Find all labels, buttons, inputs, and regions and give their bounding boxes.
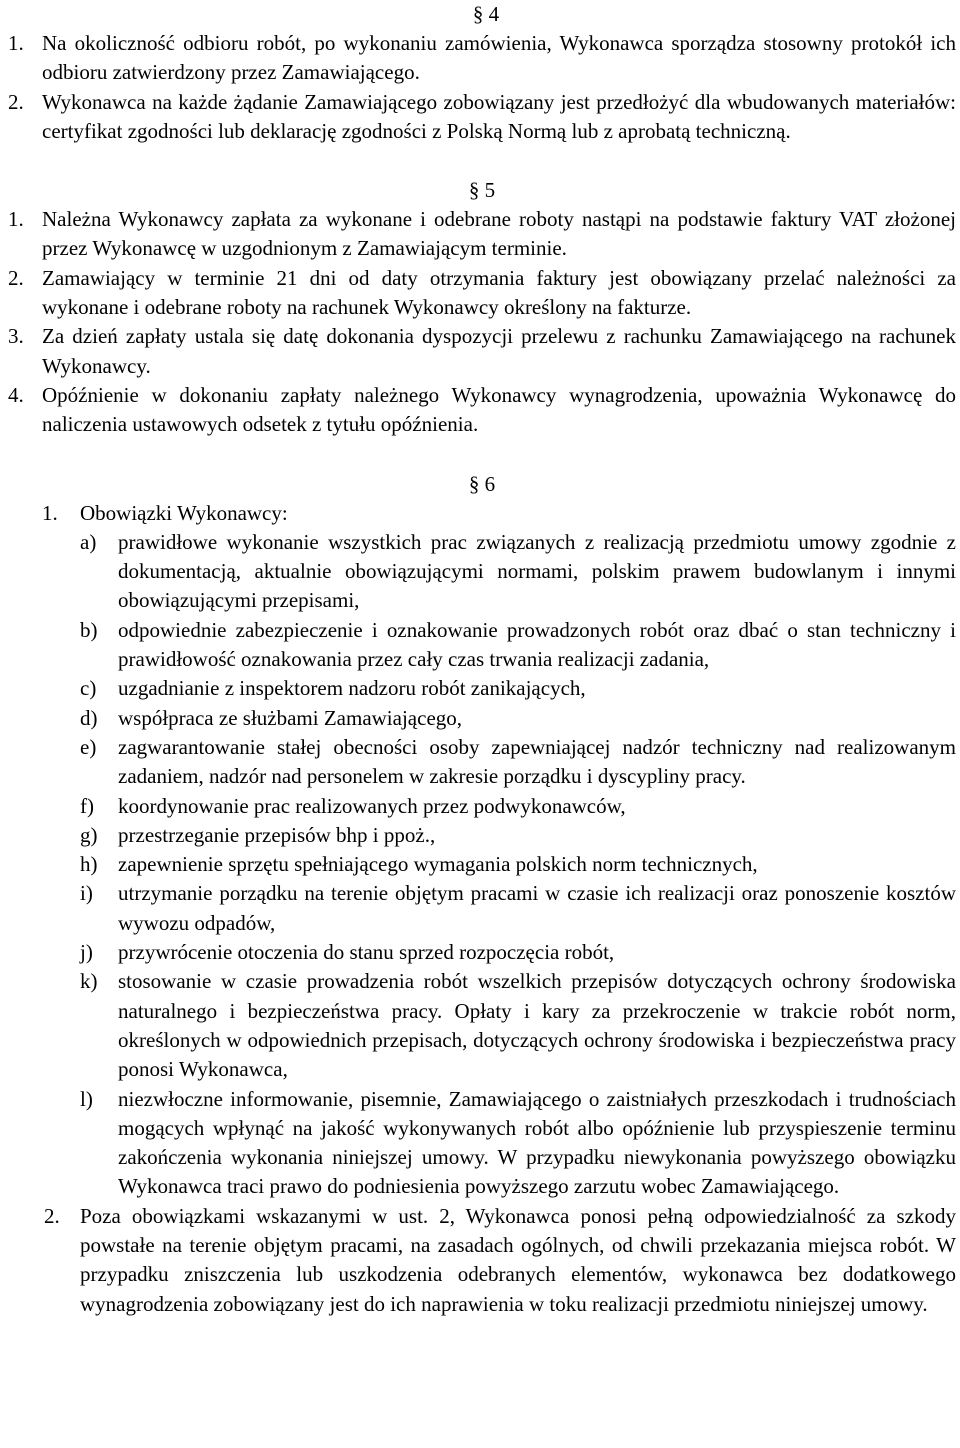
section-heading-6: § 6 bbox=[468, 471, 496, 496]
item-letter: i) bbox=[80, 881, 93, 906]
item-text: przywrócenie otoczenia do stanu sprzed rozpoczęcia robót, bbox=[118, 940, 615, 965]
paragraph-text: Opóźnienie w dokonaniu zapłaty należnego Wykonawcy wynagrodzenia, upoważnia Wykonawcę do naliczenia ustawowych odsetek z tytułu opóźnienia. bbox=[42, 382, 956, 437]
paragraph-number: 1. bbox=[8, 207, 24, 232]
item-text: zagwarantowanie stałej obecności osoby zapewniającej nadzór techniczny nad realizowanym zadaniem, nadzór nad personelem w zakresie porządku i dyscypliny pracy. bbox=[118, 734, 956, 789]
paragraph-5-3 bbox=[8, 322, 956, 381]
list-item bbox=[80, 967, 956, 1084]
paragraph-6-1-lead bbox=[42, 499, 956, 528]
paragraph-5-2 bbox=[8, 264, 956, 323]
paragraph-text: Poza obowiązkami wskazanymi w ust. 2, Wykonawca ponosi pełną odpowiedzialność za szkody powstałe na terenie objętym pracami, na zasadach ogólnych, od chwili przekazania miejsca robót. W przypadku zniszczenia lub uszkodzenia odebranych elementów, wykonawca bez dodatkowego wynagrodzenia zobowiązany jest do ich naprawienia w toku realizacji przedmiotu niniejszej umowy. bbox=[80, 1203, 956, 1316]
item-letter: b) bbox=[80, 617, 98, 642]
list-item bbox=[80, 1085, 956, 1202]
list-item bbox=[80, 792, 956, 821]
paragraph-text: Wykonawca na każde żądanie Zamawiającego zobowiązany jest przedłożyć dla wbudowanych materiałów: certyfikat zgodności lub deklarację zgodności z Polską Normą lub z aprobatą techniczną. bbox=[42, 89, 956, 143]
paragraph-number: 1. bbox=[8, 31, 24, 55]
item-letter: j) bbox=[80, 940, 93, 965]
item-text: współpraca ze służbami Zamawiającego, bbox=[118, 705, 463, 730]
item-letter: e) bbox=[80, 734, 97, 759]
paragraph-5-1 bbox=[8, 205, 956, 264]
item-text: przestrzeganie przepisów bhp i ppoż., bbox=[118, 822, 436, 847]
item-letter: c) bbox=[80, 676, 97, 701]
item-text: stosowanie w czasie prowadzenia robót wszelkich przepisów dotyczących ochrony środowiska naturalnego i bezpieczeństwa pracy. Opłaty i kary za przekroczenie w trakcie robót norm, określonych w odpowiednich przepisach, dotyczących ochrony środowiska i bezpieczeństwa pracy ponosi Wykonawca, bbox=[118, 969, 956, 1082]
item-text: niezwłoczne informowanie, pisemnie, Zamawiającego o zaistniałych przeszkodach i trudnościach mogących wpłynąć na jakość wykonywanych robót albo opóźnienie lub przyspieszenie terminu zakończenia wykonania niniejszej umowy. W przypadku niewykonania powyższego obowiązku Wykonawca traci prawo do podniesienia powyższego zarzutu wobec Zamawiającego. bbox=[118, 1086, 956, 1199]
item-text: prawidłowe wykonanie wszystkich prac związanych z realizacją przedmiotu umowy zgodnie z dokumentacją, aktualnie obowiązującymi normami, polskim prawem budowlanym i innymi obowiązującymi przepisami, bbox=[118, 529, 956, 613]
item-text: koordynowanie prac realizowanych przez podwykonawców, bbox=[118, 793, 626, 818]
list-item bbox=[80, 938, 956, 967]
item-letter: d) bbox=[80, 705, 98, 730]
list-item bbox=[80, 616, 956, 675]
paragraph-number: 4. bbox=[8, 382, 24, 407]
item-letter: f) bbox=[80, 793, 94, 818]
paragraph-text: Zamawiający w terminie 21 dni od daty otrzymania faktury jest obowiązany przelać należności za wykonane i odebrane roboty na rachunek Wykonawcy określony na fakturze. bbox=[42, 265, 956, 320]
paragraph-number: 1. bbox=[42, 500, 58, 525]
paragraph-number: 3. bbox=[8, 324, 24, 349]
section-heading-4: § 4 bbox=[472, 2, 500, 26]
paragraph-4-1 bbox=[8, 29, 956, 88]
paragraph-text: Należna Wykonawcy zapłata za wykonane i odebrane roboty nastąpi na podstawie faktury VAT złożonej przez Wykonawcę w uzgodnionym z Zamawiającym terminie. bbox=[42, 207, 956, 261]
obligations-list bbox=[80, 528, 956, 1202]
item-text: odpowiednie zabezpieczenie i oznakowanie prowadzonych robót oraz dbać o stan techniczny i prawidłowość oznakowania przez cały czas trwania realizacji zadania, bbox=[118, 617, 956, 672]
item-letter: a) bbox=[80, 529, 97, 554]
item-letter: g) bbox=[80, 822, 98, 847]
list-item bbox=[80, 704, 956, 733]
list-item bbox=[80, 850, 956, 879]
section-heading-5: § 5 bbox=[468, 178, 496, 203]
paragraph-number: 2. bbox=[44, 1203, 60, 1228]
list-item bbox=[80, 879, 956, 938]
paragraph-6-2 bbox=[44, 1202, 956, 1319]
list-item bbox=[80, 674, 956, 703]
item-letter: h) bbox=[80, 852, 98, 877]
paragraph-text: Obowiązki Wykonawcy: bbox=[80, 500, 288, 525]
list-item bbox=[80, 821, 956, 850]
item-text: zapewnienie sprzętu spełniającego wymagania polskich norm technicznych, bbox=[118, 852, 758, 877]
paragraph-text: Za dzień zapłaty ustala się datę dokonania dyspozycji przelewu z rachunku Zamawiającego na rachunek Wykonawcy. bbox=[42, 324, 956, 378]
paragraph-number: 2. bbox=[8, 89, 24, 114]
paragraph-number: 2. bbox=[8, 265, 24, 290]
item-letter: l) bbox=[80, 1086, 93, 1111]
paragraph-text: Na okoliczność odbioru robót, po wykonaniu zamówienia, Wykonawca sporządza stosowny protokół ich odbioru zatwierdzony przez Zamawiającego. bbox=[42, 31, 956, 85]
item-text: uzgadnianie z inspektorem nadzoru robót zanikających, bbox=[118, 676, 586, 701]
list-item bbox=[80, 528, 956, 616]
paragraph-4-2 bbox=[8, 88, 956, 147]
paragraph-5-4 bbox=[8, 381, 956, 440]
item-text: utrzymanie porządku na terenie objętym pracami w czasie ich realizacji oraz ponoszenie kosztów wywozu odpadów, bbox=[118, 881, 956, 935]
item-letter: k) bbox=[80, 969, 98, 994]
list-item bbox=[80, 733, 956, 792]
